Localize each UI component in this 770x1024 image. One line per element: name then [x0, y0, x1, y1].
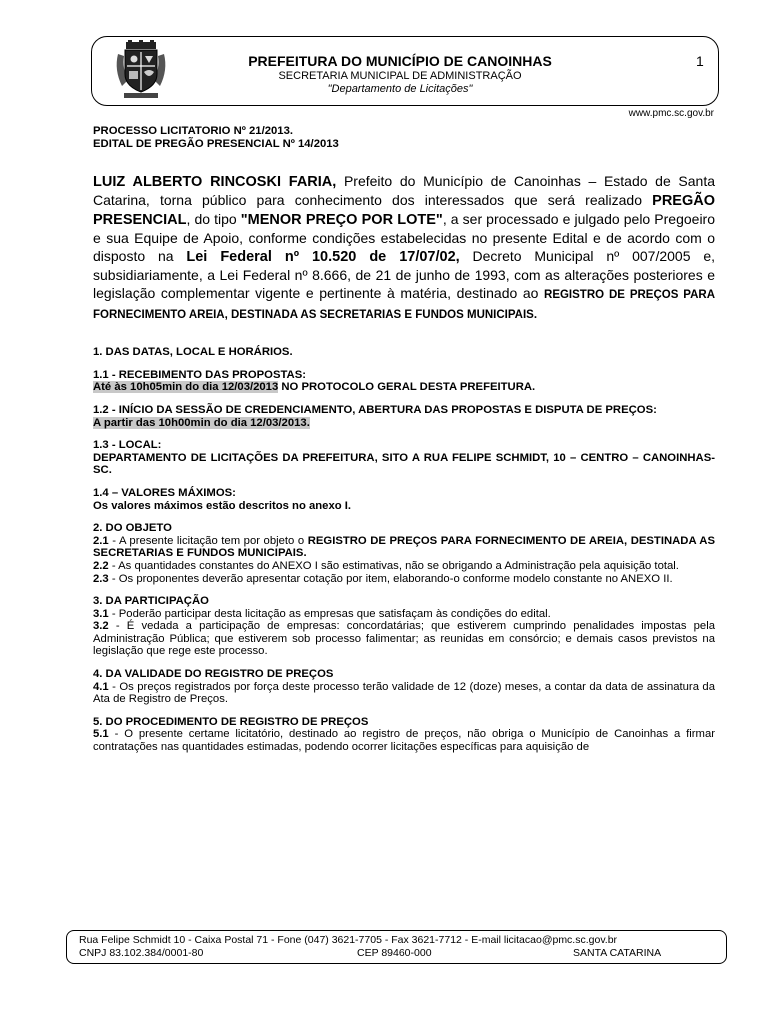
section-1-1-text: Até às 10h05min do dia 12/03/2013 NO PROTOCOLO GERAL DESTA PREFEITURA.	[93, 381, 536, 394]
section-4-title: 4. DA VALIDADE DO REGISTRO DE PREÇOS	[93, 668, 334, 681]
website-link[interactable]: www.pmc.sc.gov.br	[628, 108, 714, 119]
section-1-2-title: 1.2 - INÍCIO DA SESSÃO DE CREDENCIAMENTO, ABERTURA DAS PROPOSTAS E DISPUTA DE PREÇOS:	[93, 403, 657, 416]
section-2-1: 2.1 - A presente licitação tem por objeto o REGISTRO DE PREÇOS PARA FORNECIMENTO DE AREIA, DESTINADA AS SECRETARIAS E FUNDOS MUNICIPAIS.	[93, 534, 715, 560]
edict-number: EDITAL DE PREGÃO PRESENCIAL Nº 14/2013	[93, 137, 339, 150]
mayor-name: LUIZ ALBERTO RINCOSKI FARIA,	[93, 174, 337, 191]
municipality-title: PREFEITURA DO MUNICÍPIO DE CANOINHAS	[248, 53, 552, 69]
bid-type: "MENOR PREÇO POR LOTE"	[240, 212, 443, 229]
section-1-4-text: Os valores máximos estão descritos no anexo I.	[93, 499, 352, 512]
municipal-coat-of-arms-icon	[114, 40, 168, 102]
document-body	[93, 125, 715, 754]
object-summary: REGISTRO DE PREÇOS PARA FORNECIMENTO AREIA, DESTINADA AS SECRETARIAS E FUNDOS MUNICIPAIS.	[93, 289, 715, 322]
proposal-deadline: Até às 10h05min do dia 12/03/2013	[93, 381, 279, 394]
section-2-2: 2.2 - As quantidades constantes do ANEXO I são estimativas, não se obrigando a Administração pela aquisição total.	[93, 559, 679, 572]
section-3-1: 3.1 - Poderão participar desta licitação as empresas que satisfaçam às condições do edital.	[93, 607, 551, 620]
secretariat-subtitle: SECRETARIA MUNICIPAL DE ADMINISTRAÇÃO	[278, 70, 522, 82]
section-1-1-title: 1.1 - RECEBIMENTO DAS PROPOSTAS:	[93, 368, 306, 381]
footer-state: SANTA CATARINA	[573, 947, 662, 959]
modality: PREGÃO PRESENCIAL	[93, 193, 715, 229]
section-1-title: 1. DAS DATAS, LOCAL E HORÁRIOS.	[93, 346, 293, 359]
section-5-title: 5. DO PROCEDIMENTO DE REGISTRO DE PREÇOS	[93, 715, 369, 728]
process-number: PROCESSO LICITATORIO Nº 21/2013.	[93, 125, 293, 137]
section-2-3: 2.3 - Os proponentes deverão apresentar cotação por item, elaborando-o conforme modelo constante no ANEXO II.	[93, 572, 673, 585]
section-5-1: 5.1 - O presente certame licitatório, destinado ao registro de preços, não obriga o Município de Canoinhas a firmar contratações nas quantidades estimadas, podendo ocorrer licitações específicas para aquisição de	[93, 728, 715, 754]
footer-cep: CEP 89460-000	[357, 947, 432, 959]
section-4-1: 4.1 - Os preços registrados por força deste processo terão validade de 12 (doze) meses, a contar da data de assinatura da Ata de Registro de Preços.	[93, 680, 715, 706]
footer-contact-line: Rua Felipe Schmidt 10 - Caixa Postal 71 - Fone (047) 3621-7705 - Fax 3621-7712 - E-mail licitacao@pmc.sc.gov.br	[79, 934, 618, 946]
federal-law: Lei Federal nº 10.520 de 17/07/02,	[186, 249, 460, 266]
department-name: "Departamento de Licitações"	[327, 83, 473, 95]
section-3-title: 3. DA PARTICIPAÇÃO	[93, 595, 209, 608]
session-start: A partir das 10h00min do dia 12/03/2013.	[93, 416, 310, 429]
section-1-4-title: 1.4 – VALORES MÁXIMOS:	[93, 486, 236, 499]
section-1-2-text	[93, 417, 715, 430]
section-1-3-title: 1.3 - LOCAL:	[93, 439, 162, 452]
section-3-2: 3.2 - É vedada a participação de empresas: concordatárias; que estiverem cumprindo penalidades impostas pela Administração Pública; que estiverem sob processo falimentar; as reunidas em consórcio; e demais casos previstos na legislação que rege este processo.	[93, 620, 715, 658]
page-number: 1	[696, 53, 704, 69]
section-2-title: 2. DO OBJETO	[93, 522, 172, 535]
intro-paragraph: LUIZ ALBERTO RINCOSKI FARIA, Prefeito do Município de Canoinhas – Estado de Santa Catarina, torna público para conhecimento dos interessados que será realizado PREGÃO PRESENCIAL, do tipo "MENOR PREÇO POR LOTE", a ser processado e julgado pelo Pregoeiro e sua Equipe de Apoio, conforme condições estabelecidas no presente Edital e de acordo com o disposto na Lei Federal nº 10.520 de 17/07/02, Decreto Municipal nº 007/2005 e, subsidiariamente, a Lei Federal nº 8.666, de 21 de junho de 1993, com as alterações posteriores e legislação complementar vigente e pertinente à matéria, destinado ao REGISTRO DE PREÇOS PARA FORNECIMENTO AREIA, DESTINADA AS SECRETARIAS E FUNDOS MUNICIPAIS.	[93, 173, 716, 322]
section-1-3-text: DEPARTAMENTO DE LICITAÇÕES DA PREFEITURA, SITO A RUA FELIPE SCHMIDT, 10 – CENTRO – CANOINHAS-SC.	[93, 451, 715, 477]
footer-cnpj: CNPJ 83.102.384/0001-80	[79, 947, 204, 959]
footer-address-box	[66, 930, 727, 964]
